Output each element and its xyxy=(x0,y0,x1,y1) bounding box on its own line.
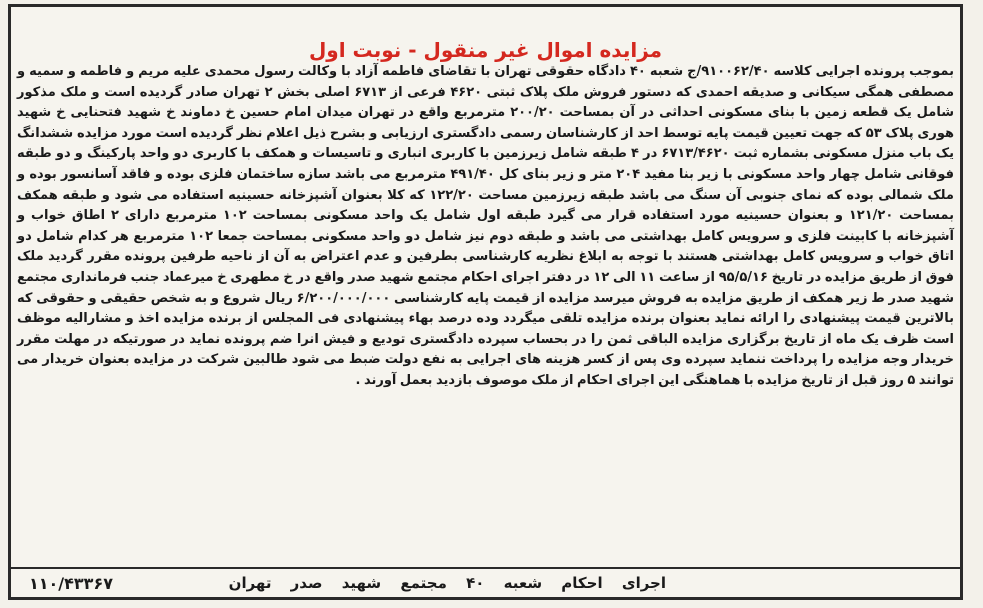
notice-title: مزایده اموال غیر منقول - نوبت اول xyxy=(308,38,663,62)
footer-divider xyxy=(11,567,960,569)
notice-number: ۱۱۰/۴۳۳۶۷ xyxy=(29,573,113,593)
notice-footer xyxy=(29,570,946,596)
notice-body: بموجب پرونده اجرایی کلاسه ۹۱۰۰۶۲/۴۰/ج شعبه ۴۰ دادگاه حقوقی تهران با تقاضای فاطمه آزاد با وکالت رسول محمدی علیه مریم و فاطمه و سمیه و مصطفی همگی سیکانی و صدیقه احمدی که دستور فروش ملک پلاک ثبتی ۴۶۲۰ فرعی از ۶۷۱۳ اصلی بخش ۲ تهران صادر گردیده است و ملک مذکور شامل یک قطعه زمین با بنای مسکونی احداثی در آن بمساحت ۲۰۰/۲۰ مترمربع واقع در تهران میدان امام حسین خ دماوند خ شهید فتحنایی خ شهید هوری پلاک ۵۳ که جهت تعیین قیمت پایه توسط احد از کارشناسان رسمی دادگستری ارزیابی و بشرح ذیل اعلام نظر گردیده است مورد مزایده ششدانگ یک باب منزل مسکونی بشماره ثبت ۶۷۱۳/۴۶۲۰ در ۴ طبقه شامل زیرزمین با کاربری انباری و تاسیسات و همکف با کاربری دو واحد پارکینگ و دو طبقه فوقانی شامل چهار واحد مسکونی با زیر بنا مفید ۲۰۴ متر و زیر بنای کل ۴۹۱/۴۰ مترمربع می باشد سازه ساختمان فلزی بوده و فاقد آسانسور بوده و ملک شمالی بوده که نمای جنوبی آن سنگ می باشد طبقه زیرزمین مساحت ۱۲۲/۲۰ که کلا بعنوان آشپزخانه حسینیه استفاده می شود و طبقه همکف بمساحت ۱۲۱/۲۰ و بعنوان حسینیه مورد استفاده قرار می گیرد طبقه اول شامل یک واحد مسکونی بمساحت ۱۰۲ مترمربع دارای ۲ اطاق خواب و آشپزخانه با کابینت فلزی و سرویس کامل بهداشتی می باشد و طبقه دوم نیز شامل دو واحد مسکونی بمساحت جمعا ۱۰۲ مترمربع هر کدام شامل دو اتاق خواب و سرویس کامل بهداشتی هستند با توجه به ابلاغ نظریه کارشناسی بطرفین و عدم اعتراض به آن از ناحیه طرفین پرونده مقرر گردید ملک فوق از طریق مزایده در تاریخ ۹۵/۵/۱۶ از ساعت ۱۱ الی ۱۲ در دفتر اجرای احکام مجتمع شهید صدر واقع در خ مطهری خ میرعماد جنب فرمانداری مجتمع شهید صدر ط زیر همکف از طریق مزایده به فروش میرسد مزایده از قیمت پایه کارشناسی ۶/۲۰۰/۰۰۰/۰۰۰ ریال شروع و به شخص حقیقی و حقوقی که بالاترین قیمت پیشنهادی را ارائه نماید بعنوان برنده مزایده تلقی میگردد وده درصد بهاء پیشنهادی فی المجلس از برنده مزایده اخذ و مشارالیه موظف است ظرف یک ماه از تاریخ برگزاری مزایده الباقی ثمن را در بحساب سپرده دادگستری تودیع و فیش انرا ضم پرونده نماید در صورتیکه در مهلت مقرر خریدار وجه مزایده را پرداخت ننماید سپرده وی پس از کسر هزینه های اجرایی به نفع دولت ضبط می شود طالبین شرکت در مزایده بعنوان خریدار می توانند ۵ روز قبل از تاریخ مزایده با هماهنگی این اجرای احکام از ملک موصوف بازدید بعمل آورند . xyxy=(17,64,955,388)
issuer-line: اجرای احکام شعبه ۴۰ مجتمع شهید صدر تهران xyxy=(228,574,666,592)
notice-frame xyxy=(8,4,963,600)
